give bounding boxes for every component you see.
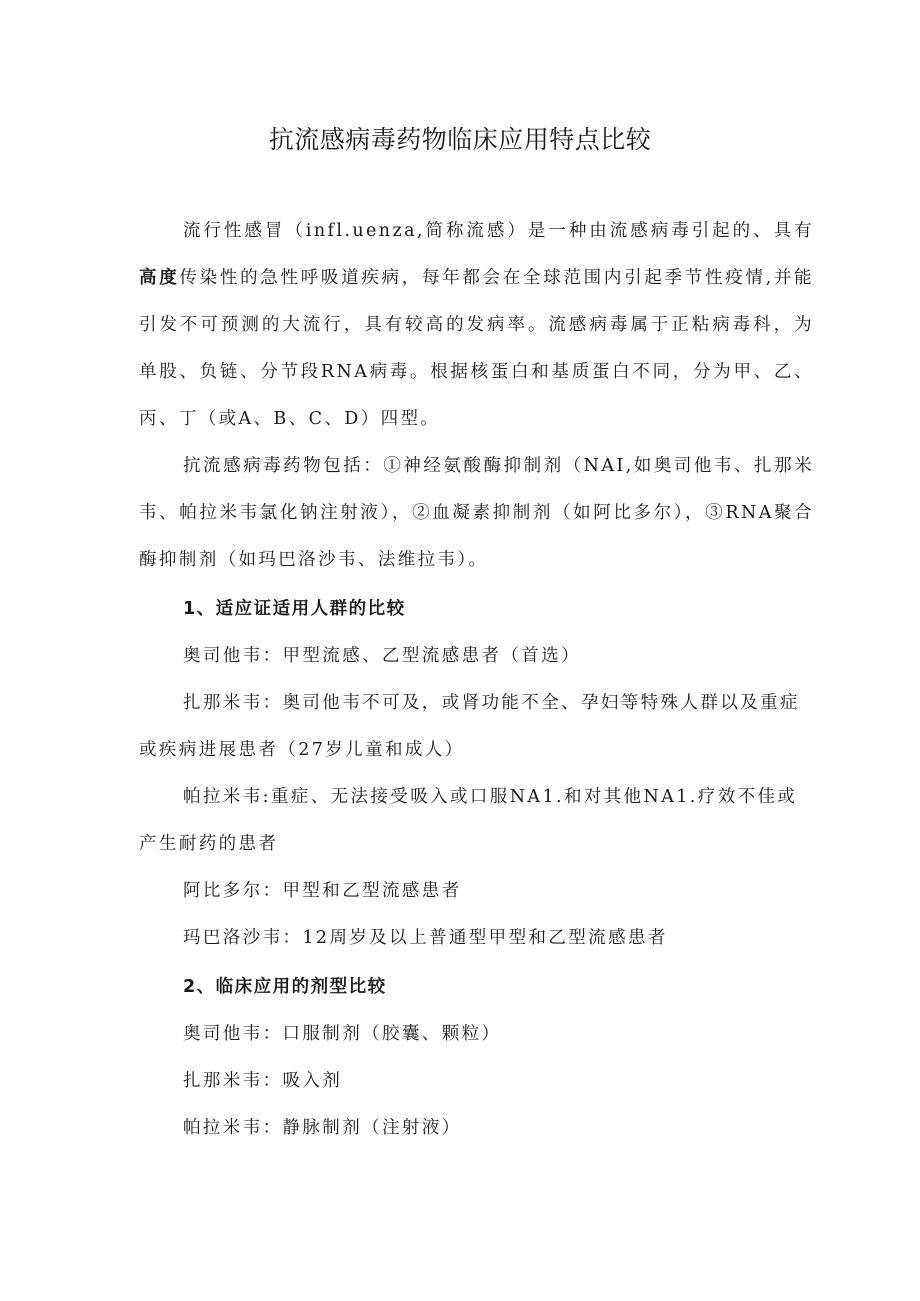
intro-p1-bold: 高度 (139, 268, 180, 288)
section-1-item-peramivir: 帕拉米韦:重症、无法接受吸入或口服NA1.和对其他NA1.疗效不佳或产生耐药的患者 (139, 787, 798, 854)
section-1-heading: 1、适应证适用人群的比较 (183, 599, 406, 619)
section-1-item-oseltamivir: 奥司他韦：甲型流感、乙型流感患者（首选） (183, 646, 581, 666)
section-1-item-arbidol: 阿比多尔：甲型和乙型流感患者 (183, 881, 462, 901)
document-title: 抗流感病毒药物临床应用特点比较 (268, 125, 652, 154)
intro-paragraph-2: 抗流感病毒药物包括：①神经氨酸酶抑制剂（NAI,如奥司他韦、扎那米韦、帕拉米韦氯化钠注射液），②血凝素抑制剂（如阿比多尔），③RNA聚合酶抑制剂（如玛巴洛沙韦、法维拉韦）。 (139, 456, 814, 570)
intro-p1-start: 流行性感冒（infl.uenza,简称流感）是一种由流感病毒引起的、具有 (183, 221, 814, 241)
intro-p1-rest: 传染性的急性呼吸道疾病，每年都会在全球范围内引起季节性疫情,并能引发不可预测的大流行，具有较高的发病率。流感病毒属于正粘病毒科，为单股、负链、分节段RNA病毒。根据核蛋白和基质蛋白不同，分为甲、乙、丙、丁（或A、B、C、D）四型。 (139, 268, 814, 429)
section-2-item-peramivir: 帕拉米韦：静脉制剂（注射液） (183, 1118, 462, 1138)
section-1-item-zanamivir: 扎那米韦：奥司他韦不可及，或肾功能不全、孕妇等特殊人群以及重症或疾病进展患者（27岁儿童和成人） (139, 693, 800, 760)
document-body (139, 208, 814, 1152)
section-2-item-oseltamivir: 奥司他韦：口服制剂（胶囊、颗粒） (183, 1024, 502, 1044)
intro-paragraph-1 (139, 208, 814, 443)
section-1-item-baloxavir: 玛巴洛沙韦：12周岁及以上普通型甲型和乙型流感患者 (183, 928, 668, 948)
section-2-item-zanamivir: 扎那米韦：吸入剂 (183, 1071, 343, 1091)
section-2-heading: 2、临床应用的剂型比较 (183, 977, 387, 997)
